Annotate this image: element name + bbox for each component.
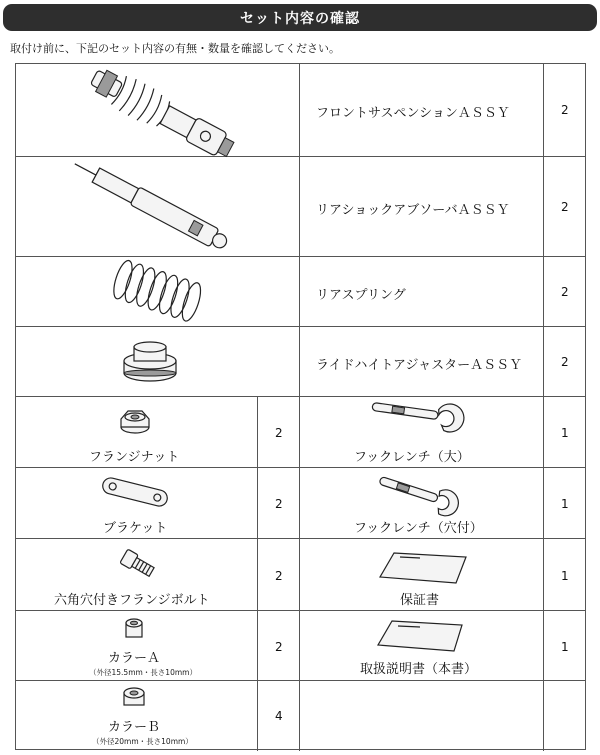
parts-table [15,63,586,750]
section-header [3,4,597,31]
qty-cell [544,681,587,751]
item-name: カラーＢ [108,720,161,735]
name-cell [300,64,544,156]
image-cell [16,157,300,256]
item-qty: 2 [561,355,569,369]
item-name: フックレンチ（穴付） [354,521,483,536]
item-name: リアショックアブソーバＡＳＳＹ [316,203,510,218]
intro-text: 取付け前に、下記のセット内容の有無・数量を確認してください。 [10,42,340,55]
item-name: ライドハイトアジャスターＡＳＳＹ [316,358,523,373]
item-qty: 1 [561,426,569,440]
right-item-cell [300,397,544,467]
image-cell [16,327,300,396]
item-qty: 2 [275,569,283,583]
qty-cell [544,157,587,256]
table-row [16,539,585,611]
qty-cell [544,539,587,610]
table-row [16,64,585,157]
item-qty: 2 [275,640,283,654]
table-row [16,257,585,327]
item-qty: 2 [275,497,283,511]
item-qty: 4 [275,709,283,723]
image-cell [16,64,300,156]
item-name: カラーＡ [108,651,161,666]
item-name: フランジナット [89,450,180,465]
qty-cell [544,257,587,326]
left-item-cell [16,397,258,467]
qty-cell [258,611,300,680]
table-row [16,611,585,681]
table-row [16,397,585,468]
qty-cell [544,327,587,396]
item-qty: 2 [561,103,569,117]
item-name: ブラケット [103,521,168,536]
qty-cell [544,64,587,156]
qty-cell [258,539,300,610]
qty-cell [258,468,300,538]
qty-cell [544,468,587,538]
qty-cell [544,397,587,467]
qty-cell [258,681,300,751]
item-name: 六角穴付きフランジボルト [54,593,210,608]
item-name: リアスプリング [316,288,406,303]
name-cell [300,157,544,256]
item-spec: （外径15.5mm・長さ10mm） [89,668,197,677]
item-qty: 1 [561,640,569,654]
item-qty: 2 [561,200,569,214]
item-name: 保証書 [400,593,440,608]
qty-cell [544,611,587,680]
ride-height-adjuster-assy-icon [16,327,300,397]
left-item-cell [16,468,258,538]
item-qty: 2 [561,285,569,299]
item-name: フックレンチ（大） [354,450,470,465]
table-row [16,327,585,397]
left-item-cell [16,681,258,751]
image-cell [16,257,300,326]
qty-cell [258,397,300,467]
right-item-cell [300,611,544,680]
right-item-cell [300,468,544,538]
left-item-cell [16,611,258,680]
item-spec: （外径20mm・長さ10mm） [92,737,193,746]
right-item-cell [300,681,544,751]
name-cell [300,327,544,396]
name-cell [300,257,544,326]
item-qty: 1 [561,497,569,511]
item-qty: 2 [275,426,283,440]
table-row [16,468,585,539]
front-suspension-assy-icon [16,64,300,157]
rear-shock-absorber-assy-icon [16,157,300,257]
right-item-cell [300,539,544,610]
table-row [16,157,585,257]
item-name: フロントサスペンションＡＳＳＹ [316,106,510,121]
item-qty: 1 [561,569,569,583]
section-title: セット内容の確認 [240,10,360,27]
item-name: 取扱説明書（本書） [360,662,478,677]
rear-spring-icon [16,257,300,327]
left-item-cell [16,539,258,610]
table-row [16,681,585,751]
